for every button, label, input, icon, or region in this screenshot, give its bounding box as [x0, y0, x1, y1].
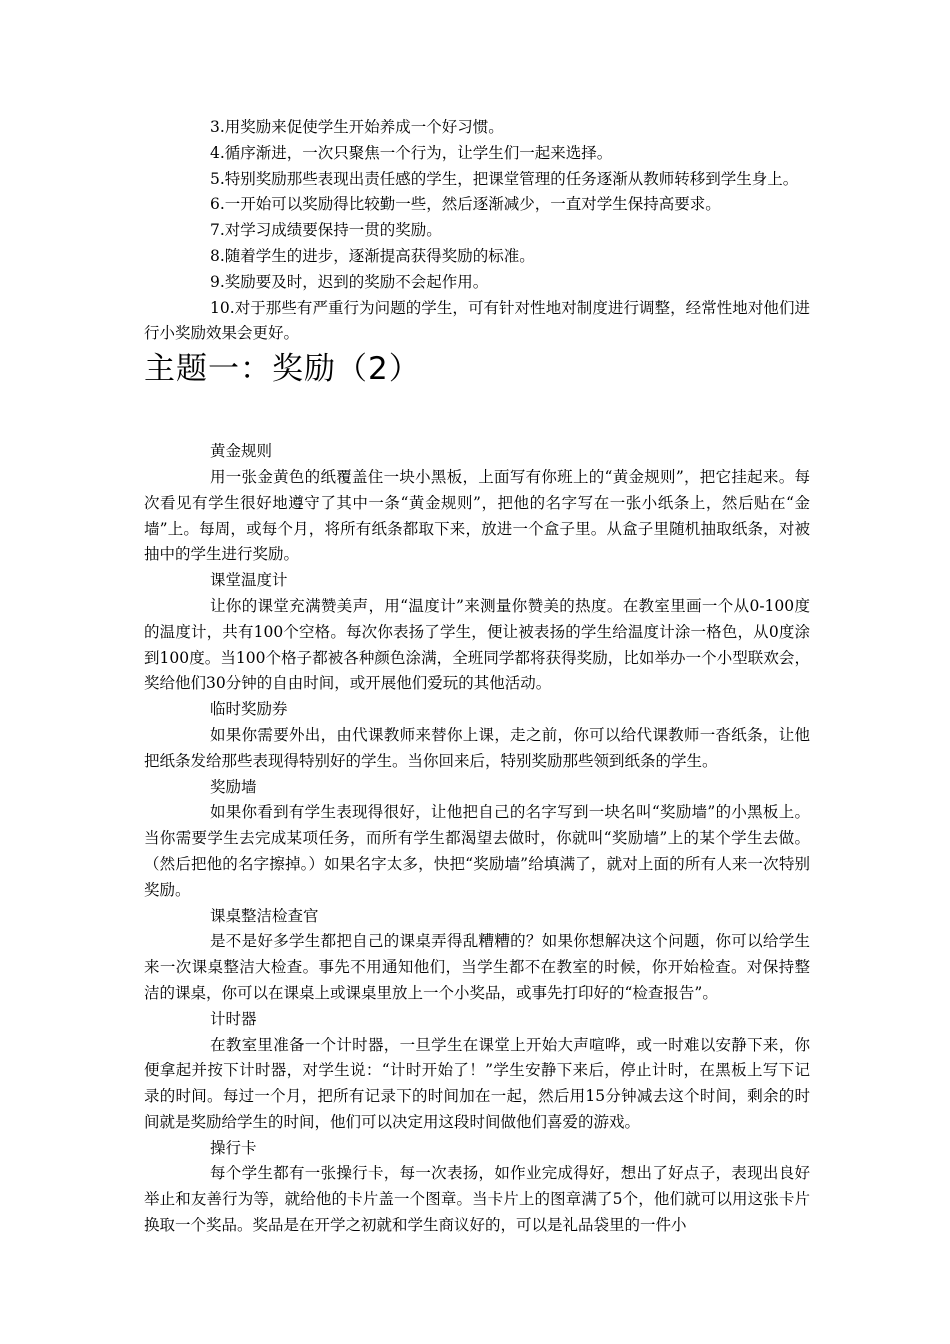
list-item: 6.一开始可以奖励得比较勤一些，然后逐渐减少，一直对学生保持高要求。 [210, 195, 721, 214]
subsection-title: 黄金规则 [210, 442, 273, 461]
subsection-body: 每个学生都有一张操行卡，每一次表扬，如作业完成得好，想出了好点子，表现出良好举止和友善行为等，就给他的卡片盖一个图章。当卡片上的图章满了5个，他们就可以用这张卡片换取一个奖品。奖品是在开学之初就和学生商议好的，可以是礼品袋里的一件小 [144, 1164, 810, 1235]
list-item: 8.随着学生的进步，逐渐提高获得奖励的标准。 [210, 246, 535, 265]
list-item: 4.循序渐进，一次只聚焦一个行为，让学生们一起来选择。 [210, 143, 613, 162]
document-content [144, 115, 810, 1239]
list-item: 10.对于那些有严重行为问题的学生，可有针对性地对制度进行调整，经常性地对他们进行小奖励效果会更好。 [144, 298, 810, 343]
subsection-body: 让你的课堂充满赞美声，用“温度计”来测量你赞美的热度。在教室里画一个从0-100度的温度计，共有100个空格。每次你表扬了学生，便让被表扬的学生给温度计涂一格色，从0度涂到100度。当100个格子都被各种颜色涂满，全班同学都将获得奖励，比如举办一个小型联欢会，奖给他们30分钟的自由时间，或开展他们爱玩的其他活动。 [144, 596, 810, 693]
subsection-body: 是不是好多学生都把自己的课桌弄得乱糟糟的？如果你想解决这个问题，你可以给学生来一次课桌整洁大检查。事先不用通知他们，当学生都不在教室的时候，你开始检查。对保持整洁的课桌，你可以在课桌上或课桌里放上一个小奖品，或事先打印好的“检查报告”。 [144, 932, 810, 1002]
subsection-title: 课桌整洁检查官 [210, 906, 319, 925]
subsection-title: 临时奖励券 [210, 700, 288, 719]
subsection-body: 在教室里准备一个计时器，一旦学生在课堂上开始大声喧哗，或一时难以安静下来，你便拿起并按下计时器，对学生说：“计时开始了！”学生安静下来后，停止计时，在黑板上写下记录的时间。每过一个月，把所有记录下的时间加在一起，然后用15分钟减去这个时间，剩余的时间就是奖励给学生的时间，他们可以决定用这段时间做他们喜爱的游戏。 [144, 1035, 810, 1131]
section-heading: 主题一：奖励（2） [144, 351, 421, 388]
list-item: 7.对学习成绩要保持一贯的奖励。 [210, 221, 442, 240]
list-item: 3.用奖励来促使学生开始养成一个好习惯。 [210, 118, 504, 136]
list-item: 5.特别奖励那些表现出责任感的学生，把课堂管理的任务逐渐从教师转移到学生身上。 [210, 169, 799, 188]
subsection-body: 用一张金黄色的纸覆盖住一块小黑板，上面写有你班上的“黄金规则”，把它挂起来。每次看见有学生很好地遵守了其中一条“黄金规则”，把他的名字写在一张小纸条上，然后贴在“金墙”上。每周，或每个月，将所有纸条都取下来，放进一个盒子里。从盒子里随机抽取纸条，对被抽中的学生进行奖励。 [144, 467, 810, 564]
subsection-body: 如果你看到有学生表现得很好，让他把自己的名字写到一块名叫“奖励墙”的小黑板上。当你需要学生去完成某项任务，而所有学生都渴望去做时，你就叫“奖励墙”上的某个学生去做。（然后把他的名字擦掉。）如果名字太多，快把“奖励墙”给填满了，就对上面的所有人来一次特别奖励。 [144, 803, 810, 899]
subsection-body: 如果你需要外出，由代课教师来替你上课，走之前，你可以给代课教师一沓纸条，让他把纸条发给那些表现得特别好的学生。当你回来后，特别奖励那些领到纸条的学生。 [144, 725, 810, 770]
subsection-title: 计时器 [210, 1009, 257, 1028]
subsection-title: 奖励墙 [210, 777, 257, 796]
subsection-title: 课堂温度计 [210, 571, 288, 590]
subsection-title: 操行卡 [210, 1138, 257, 1157]
list-item: 9.奖励要及时，迟到的奖励不会起作用。 [210, 272, 489, 291]
